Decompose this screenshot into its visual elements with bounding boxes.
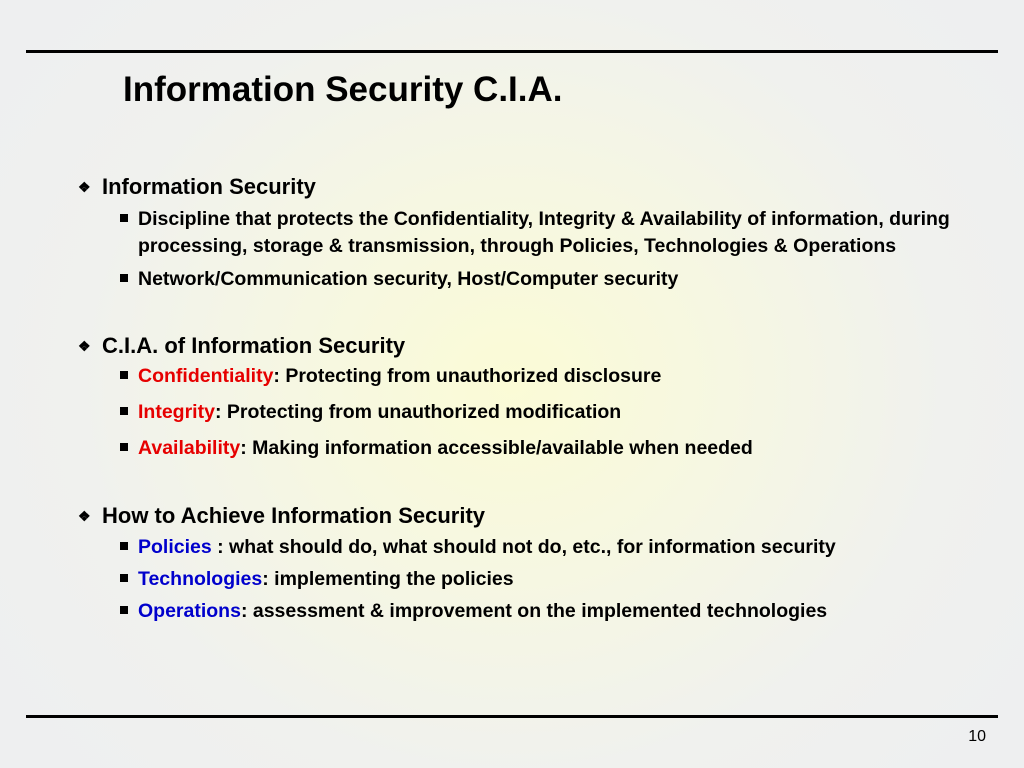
section-cia [78,331,978,462]
slide-body [78,170,978,625]
section-heading-text: C.I.A. of Information Security [102,333,406,358]
list-item-text: : assessment & improvement on the implemented technologies [240,600,828,622]
bottom-divider [26,715,998,718]
list-item [120,435,958,462]
diamond-bullet-icon: ❖ [78,508,91,524]
slide-title: Information Security C.I.A. [123,70,563,109]
list-item [120,566,958,593]
square-bullet-icon [120,542,128,550]
term-confidentiality: Confidentiality [138,365,274,387]
section-how-to-achieve [78,501,978,625]
square-bullet-icon [120,274,128,282]
list-item-text: : implementing the policies [262,568,514,590]
section-heading-text: Information Security [102,174,316,199]
list-item [120,534,958,561]
page-number: 10 [968,728,986,745]
list-item [120,598,958,625]
square-bullet-icon [120,443,128,451]
term-technologies: Technologies [138,568,263,590]
top-divider [26,50,998,53]
list-item-text: Network/Communication security, Host/Computer security [138,268,679,290]
square-bullet-icon [120,407,128,415]
term-integrity: Integrity [138,401,215,423]
term-availability: Availability [138,437,241,459]
square-bullet-icon [120,371,128,379]
diamond-bullet-icon: ❖ [78,338,91,354]
term-policies: Policies [138,536,212,558]
list-item [120,399,958,426]
diamond-bullet-icon: ❖ [78,179,91,195]
square-bullet-icon [120,574,128,582]
list-item-text: Discipline that protects the Confidentiality, Integrity & Availability of information, during processing, storage & transmission, through Policies, Technologies & Operations [138,208,950,257]
list-item-text: : Making information accessible/available when needed [240,437,753,459]
section-heading [78,331,978,361]
square-bullet-icon [120,606,128,614]
term-operations: Operations [138,600,241,622]
section-information-security [78,172,978,293]
list-item [120,206,958,260]
square-bullet-icon [120,214,128,222]
list-item-text: : Protecting from unauthorized modification [214,401,622,423]
list-item-text: : what should do, what should not do, etc., for information security [211,536,836,558]
section-heading [78,172,978,202]
list-item [120,266,958,293]
section-heading [78,501,978,531]
list-item-text: : Protecting from unauthorized disclosure [273,365,662,387]
list-item [120,363,958,390]
section-heading-text: How to Achieve Information Security [102,503,486,528]
